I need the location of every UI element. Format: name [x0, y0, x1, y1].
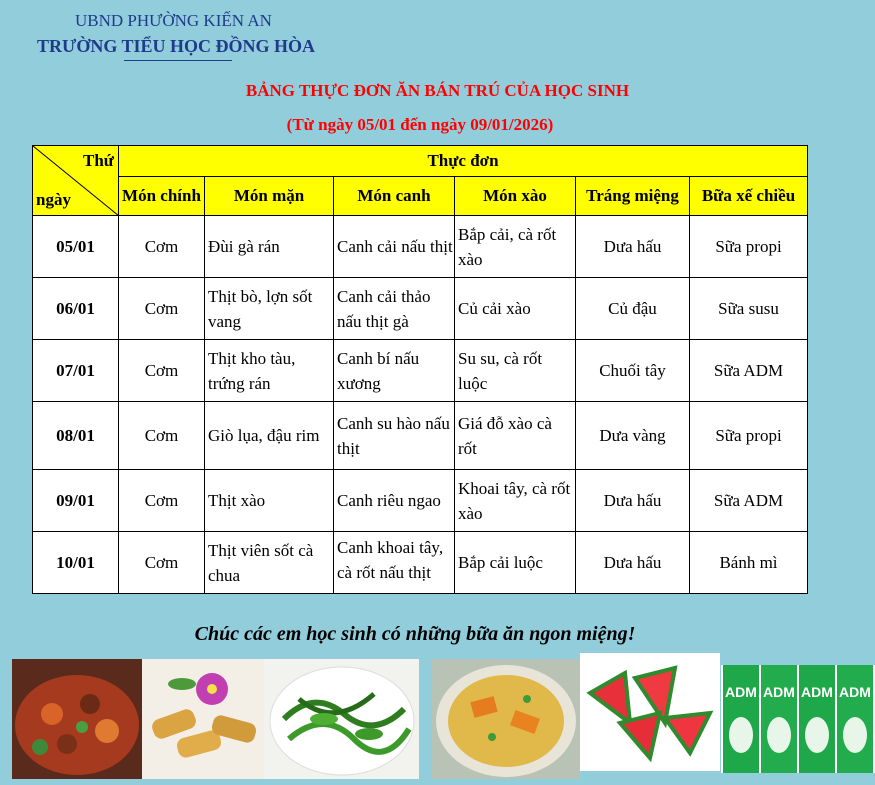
cell-main-dish: Cơm [119, 470, 205, 532]
column-header-stir-fry: Món xào [455, 177, 576, 216]
table-row [33, 340, 808, 402]
column-header-main-dish: Món chính [119, 177, 205, 216]
table-header-row-2 [33, 177, 808, 216]
row-date: 10/01 [33, 532, 119, 594]
watermelon-photo [580, 653, 720, 771]
cell-dessert: Dưa hấu [576, 470, 690, 532]
cell-stir-fry: Khoai tây, cà rốt xào [455, 470, 576, 532]
corner-label-date: ngày [36, 190, 71, 209]
closing-wish: Chúc các em học sinh có những bữa ăn ngon miệng! [194, 623, 636, 645]
cell-savory-dish: Giò lụa, đậu rim [205, 402, 334, 470]
row-date: 08/01 [33, 402, 119, 470]
cell-soup: Canh riêu ngao [334, 470, 455, 532]
corner-label-day-of-week: Thứ [83, 151, 114, 170]
row-date: 07/01 [33, 340, 119, 402]
cell-stir-fry: Su su, cà rốt luộc [455, 340, 576, 402]
soup-photo [432, 659, 580, 779]
table-header-row-1 [33, 146, 808, 177]
menu-date-range: (Từ ngày 05/01 đến ngày 09/01/2026) [286, 115, 554, 134]
group-header-menu: Thực đơn [119, 146, 808, 177]
cell-dessert: Chuối tây [576, 340, 690, 402]
adm-label: ADM [763, 684, 795, 700]
row-date: 09/01 [33, 470, 119, 532]
menu-title: BẢNG THỰC ĐƠN ĂN BÁN TRÚ CỦA HỌC SINH [245, 81, 630, 100]
row-date: 06/01 [33, 278, 119, 340]
cell-soup: Canh su hào nấu thịt [334, 402, 455, 470]
cell-main-dish: Cơm [119, 340, 205, 402]
table-row [33, 278, 808, 340]
column-header-soup: Món canh [334, 177, 455, 216]
cell-afternoon-snack: Sữa ADM [690, 340, 808, 402]
cell-afternoon-snack: Sữa propi [690, 216, 808, 278]
cell-savory-dish: Thịt xào [205, 470, 334, 532]
table-row [33, 532, 808, 594]
cell-savory-dish: Đùi gà rán [205, 216, 334, 278]
ward-name: UBND PHƯỜNG KIẾN AN [75, 11, 272, 30]
stir-fried-greens-photo [264, 659, 419, 779]
adm-milk-photo [721, 665, 875, 773]
row-date: 05/01 [33, 216, 119, 278]
cell-soup: Canh bí nấu xương [334, 340, 455, 402]
adm-label: ADM [725, 684, 757, 700]
menu-table [32, 145, 808, 594]
table-row [33, 402, 808, 470]
column-header-savory-dish: Món mặn [205, 177, 334, 216]
adm-label: ADM [839, 684, 871, 700]
cell-afternoon-snack: Bánh mì [690, 532, 808, 594]
cell-main-dish: Cơm [119, 402, 205, 470]
cell-soup: Canh cải nấu thịt [334, 216, 455, 278]
table-row [33, 216, 808, 278]
table-corner-cell [33, 146, 119, 216]
cell-soup: Canh cải thảo nấu thịt gà [334, 278, 455, 340]
cell-soup [334, 532, 455, 594]
school-name-underline [124, 60, 232, 61]
cell-dessert: Dưa hấu [576, 216, 690, 278]
cell-savory-dish: Thịt bò, lợn sốt vang [205, 278, 334, 340]
cell-soup-text: Canh khoai tây, cà rốt nấu thịt [337, 537, 444, 582]
column-header-dessert: Tráng miệng [576, 177, 690, 216]
column-header-afternoon-snack: Bữa xế chiều [690, 177, 808, 216]
cell-stir-fry: Bắp cải, cà rốt xào [455, 216, 576, 278]
adm-label: ADM [801, 684, 833, 700]
school-name: TRƯỜNG TIỂU HỌC ĐỒNG HÒA [37, 36, 316, 56]
cell-dessert: Củ đậu [576, 278, 690, 340]
cell-afternoon-snack: Sữa ADM [690, 470, 808, 532]
cell-dessert: Dưa vàng [576, 402, 690, 470]
cell-dessert: Dưa hấu [576, 532, 690, 594]
cell-savory-dish: Thịt kho tàu, trứng rán [205, 340, 334, 402]
stew-photo [12, 659, 142, 779]
cell-stir-fry: Bắp cải luộc [455, 532, 576, 594]
cell-main-dish: Cơm [119, 532, 205, 594]
fried-rolls-photo [142, 659, 264, 779]
table-row [33, 470, 808, 532]
cell-afternoon-snack: Sữa propi [690, 402, 808, 470]
cell-main-dish: Cơm [119, 278, 205, 340]
cell-stir-fry: Giá đỗ xào cà rốt [455, 402, 576, 470]
cell-stir-fry: Củ cải xào [455, 278, 576, 340]
cell-main-dish: Cơm [119, 216, 205, 278]
cell-afternoon-snack: Sữa susu [690, 278, 808, 340]
cell-savory-dish: Thịt viên sốt cà chua [205, 532, 334, 594]
